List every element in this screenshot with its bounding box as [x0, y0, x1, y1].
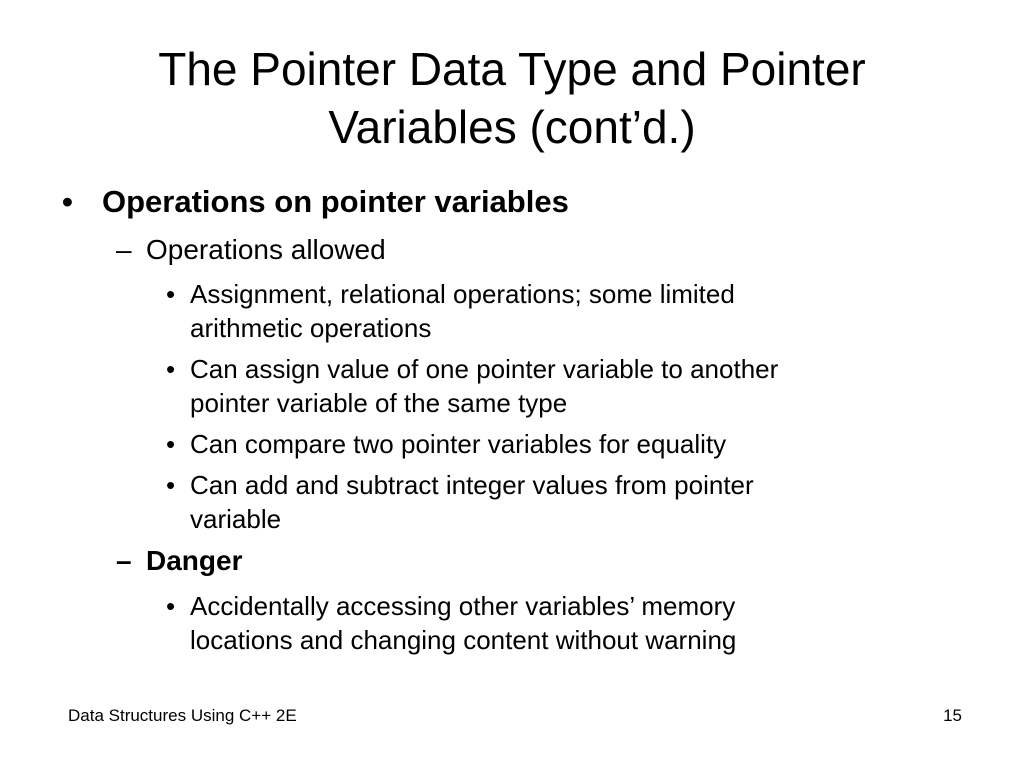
list-item-line-2: pointer variable of the same type — [190, 388, 568, 418]
bullet-level1-text: Operations on pointer variables — [102, 184, 569, 219]
page-number: 15 — [943, 706, 962, 725]
dash-marker: – — [116, 545, 132, 576]
list-item-line-1: Assignment, relational operations; some limited — [190, 279, 735, 309]
subbullet-text: Operations allowed — [146, 234, 386, 265]
slide-title-line-1: The Pointer Data Type and Pointer — [158, 43, 866, 95]
bullet-marker: • — [166, 279, 176, 309]
bullet-marker: • — [62, 184, 73, 219]
bullet-marker: • — [166, 354, 176, 384]
list-item-line-2: arithmetic operations — [190, 313, 432, 343]
bullet-marker: • — [166, 429, 176, 459]
subbullet-text: Danger — [146, 545, 243, 576]
list-item-line-1: Can add and subtract integer values from pointer — [190, 470, 754, 500]
slide-title-line-2: Variables (cont’d.) — [328, 101, 696, 153]
bullet-marker: • — [166, 470, 176, 500]
bullet-marker: • — [166, 591, 176, 621]
list-item-line-1: Can assign value of one pointer variable to another — [190, 354, 779, 384]
dash-marker: – — [116, 234, 132, 265]
footer-book-title: Data Structures Using C++ 2E — [68, 706, 297, 725]
list-item-line-1: Accidentally accessing other variables’ memory — [190, 591, 736, 621]
list-item-line-1: Can compare two pointer variables for equality — [190, 429, 727, 459]
list-item-line-2: variable — [190, 504, 282, 534]
list-item-line-2: locations and changing content without warning — [190, 625, 737, 655]
